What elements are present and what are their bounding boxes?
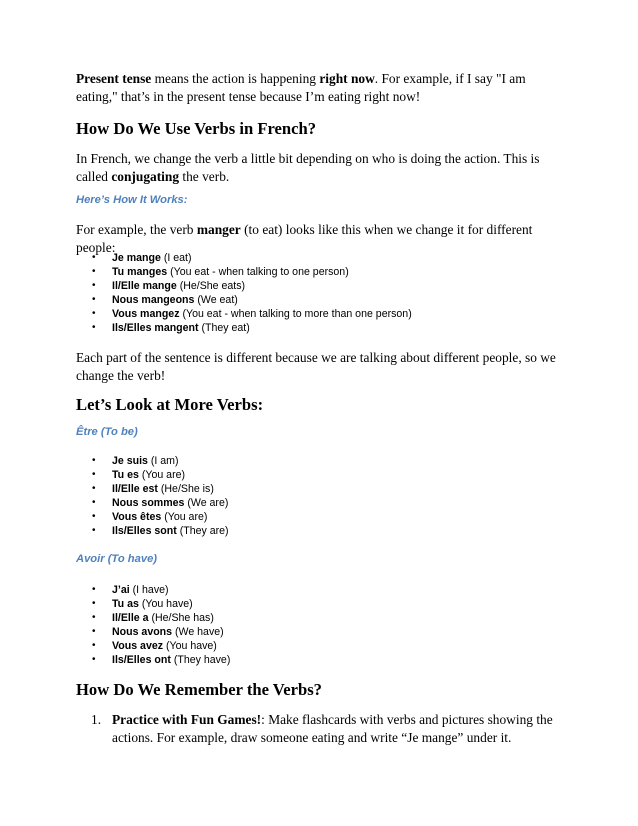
conjugated-form: Ils/Elles sont: [112, 525, 177, 537]
bullet-icon: •: [92, 294, 96, 305]
translation: (You have): [163, 640, 217, 652]
translation: (You eat - when talking to more than one person): [179, 308, 412, 320]
translation: (They are): [176, 525, 229, 537]
subheading-etre: [76, 425, 566, 439]
conjugated-form: Nous mangeons: [112, 294, 195, 306]
list-item: [76, 597, 566, 611]
bullet-icon: •: [92, 640, 96, 651]
list-item: [76, 265, 566, 279]
conjugated-form: Il/Elle a: [112, 612, 149, 624]
list-item: [76, 293, 566, 307]
list-item: [76, 251, 566, 265]
step-description: : Make flashcards with verbs and pictures showing the actions. For example, draw someone eating and write “Je mange” under it.: [112, 712, 553, 745]
conjugated-form: J’ai: [112, 584, 130, 596]
conjugated-form: Tu manges: [112, 266, 168, 278]
list-item: [76, 583, 566, 597]
subheading-how-it-works: [76, 193, 566, 207]
conjugated-form: Il/Elle est: [112, 483, 158, 495]
manger-conjugation-list: [76, 251, 566, 335]
bullet-icon: •: [92, 455, 96, 466]
list-item: [76, 279, 566, 293]
list-item: [76, 639, 566, 653]
subheading-text: Avoir (To have): [76, 553, 158, 565]
translation: (I have): [129, 584, 169, 596]
bullet-icon: •: [92, 511, 96, 522]
list-item: [76, 653, 566, 667]
intro-emphasis: right now: [319, 71, 375, 86]
bullet-icon: •: [92, 497, 96, 508]
bullet-icon: •: [92, 280, 96, 291]
intro-text-1: means the action is happening: [151, 71, 320, 86]
heading-text: Let’s Look at More Verbs:: [76, 395, 264, 414]
translation: (He/She is): [157, 483, 214, 495]
conjugated-form: Ils/Elles ont: [112, 654, 171, 666]
translation: (They eat): [198, 322, 250, 334]
list-item: [76, 468, 566, 482]
conjugating-text-a: In French, we change the verb a little bit depending on who is doing the action. This is called: [76, 151, 540, 184]
translation: (You have): [138, 598, 193, 610]
present-tense-term: Present tense: [76, 71, 152, 86]
bullet-icon: •: [92, 308, 96, 319]
conjugated-form: Tu es: [112, 469, 139, 481]
translation: (I am): [147, 455, 179, 467]
list-item: [76, 496, 566, 510]
bullet-icon: •: [92, 654, 96, 665]
translation: (We have): [172, 626, 224, 638]
translation: (You eat - when talking to one person): [167, 266, 349, 278]
subheading-avoir: [76, 552, 566, 566]
bullet-icon: •: [92, 525, 96, 536]
conjugated-form: Vous avez: [112, 640, 164, 652]
bullet-icon: •: [92, 252, 96, 263]
section-heading-more-verbs: [76, 395, 566, 415]
list-item: [76, 307, 566, 321]
bullet-icon: •: [92, 483, 96, 494]
conjugated-form: Il/Elle mange: [112, 280, 177, 292]
bullet-icon: •: [92, 612, 96, 623]
translation: (He/She has): [148, 612, 214, 624]
translation: (I eat): [160, 252, 192, 264]
closing-text: Each part of the sentence is different because we are talking about different people, so we change the verb!: [76, 350, 556, 383]
step-number: 1.: [91, 712, 102, 727]
example-verb: manger: [196, 222, 241, 237]
closing-paragraph: [76, 349, 566, 385]
etre-conjugation-list: [76, 454, 566, 538]
intro-paragraph: [76, 70, 566, 106]
translation: (He/She eats): [176, 280, 246, 292]
conjugated-form: Je mange: [112, 252, 161, 264]
avoir-conjugation-list: [76, 583, 566, 667]
bullet-icon: •: [92, 322, 96, 333]
heading-text: How Do We Use Verbs in French?: [76, 119, 317, 138]
list-item: [76, 611, 566, 625]
bullet-icon: •: [92, 584, 96, 595]
bullet-icon: •: [92, 266, 96, 277]
conjugating-term: conjugating: [111, 169, 180, 184]
section-heading-remember-verbs: [76, 680, 566, 700]
conjugated-form: Tu as: [112, 598, 139, 610]
list-item: [76, 482, 566, 496]
list-item: [76, 625, 566, 639]
conjugated-form: Vous êtes: [112, 511, 162, 523]
subheading-text: Être (To be): [76, 426, 138, 438]
translation: (They have): [170, 654, 231, 666]
translation: (We are): [184, 497, 229, 509]
conjugated-form: Vous mangez: [112, 308, 180, 320]
list-item: [76, 454, 566, 468]
step-title: Practice with Fun Games!: [112, 712, 262, 727]
conjugated-form: Nous sommes: [112, 497, 185, 509]
translation: (You are): [161, 511, 208, 523]
conjugated-form: Je suis: [112, 455, 148, 467]
list-item: [76, 321, 566, 335]
bullet-icon: •: [92, 626, 96, 637]
numbered-step: [76, 711, 556, 746]
conjugated-form: Nous avons: [112, 626, 173, 638]
example-text-a: For example, the verb: [76, 222, 197, 237]
intro-text-2: . For example, if I say "I am eating," that’s in the present tense because I’m eating right now!: [76, 71, 526, 104]
example-text-b: (to eat) looks like this when we change it for different people:: [76, 222, 533, 255]
translation: (We eat): [194, 294, 238, 306]
bullet-icon: •: [92, 469, 96, 480]
section-heading-use-verbs: [76, 119, 566, 139]
list-item: [76, 524, 566, 538]
remember-steps-list: [76, 711, 556, 746]
conjugating-paragraph: [76, 150, 566, 186]
list-item: [76, 510, 566, 524]
translation: (You are): [138, 469, 186, 481]
bullet-icon: •: [92, 598, 96, 609]
conjugated-form: Ils/Elles mangent: [112, 322, 199, 334]
heading-text: How Do We Remember the Verbs?: [76, 680, 322, 699]
subheading-text: Here’s How It Works:: [76, 194, 188, 206]
conjugating-text-b: the verb.: [179, 169, 230, 184]
